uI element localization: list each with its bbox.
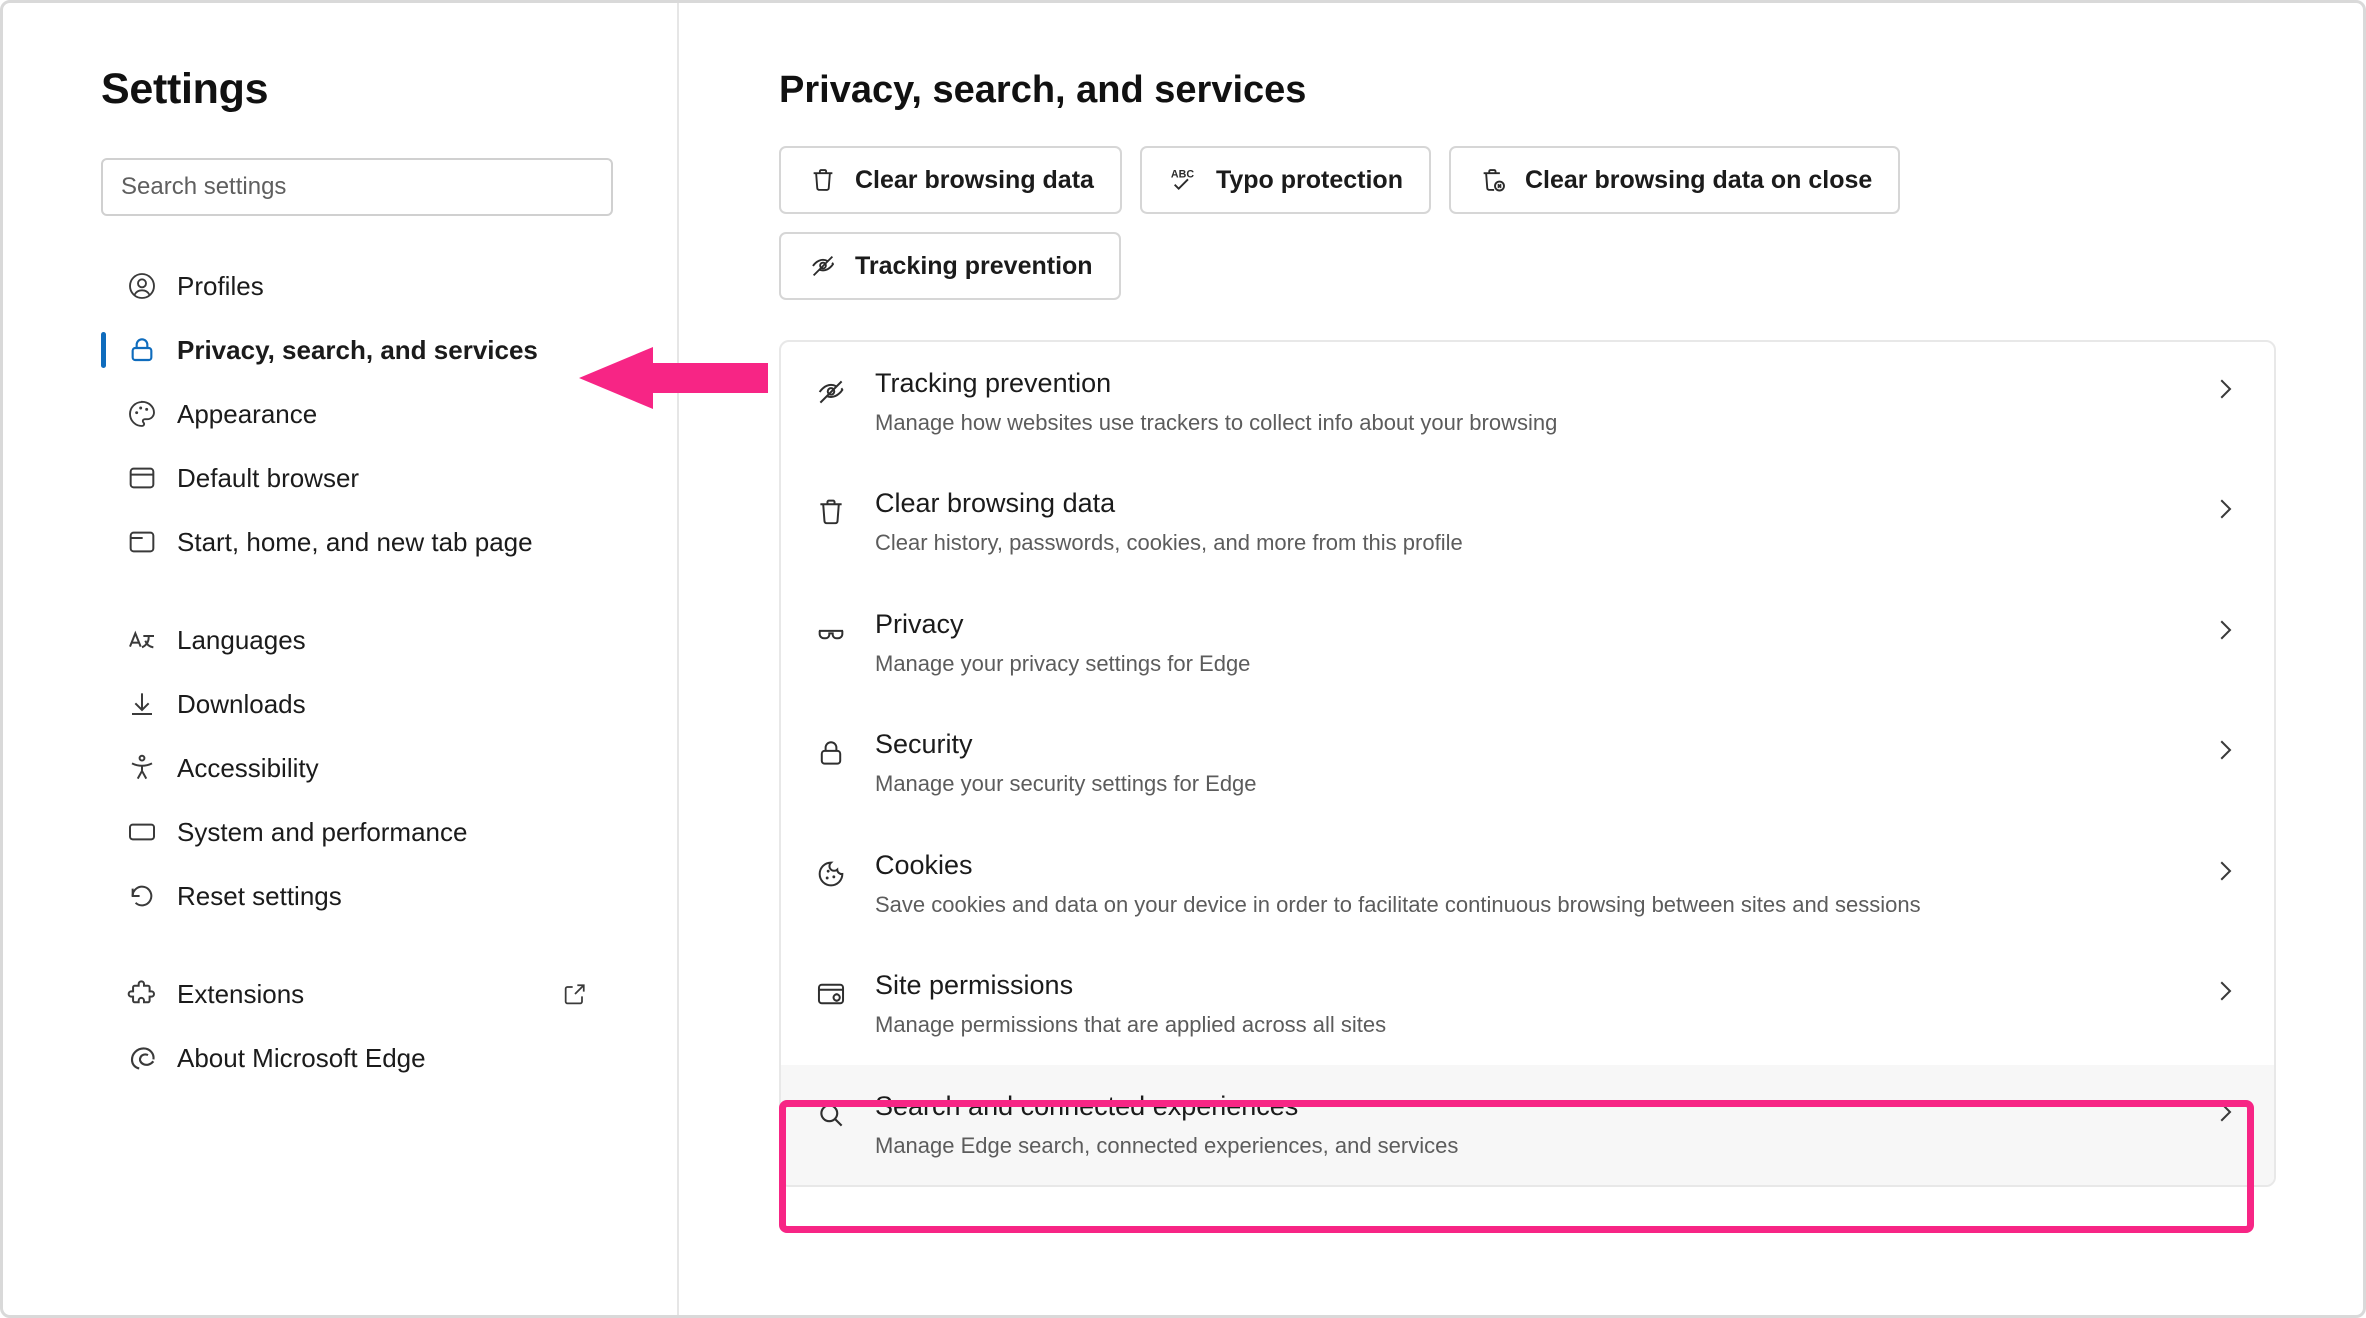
row-subtitle: Manage how websites use trackers to collect info about your browsing bbox=[875, 410, 1558, 436]
sidebar-group-2 bbox=[3, 608, 677, 928]
row-text bbox=[875, 488, 2200, 556]
sidebar-item-label: Downloads bbox=[177, 688, 306, 719]
row-subtitle: Manage permissions that are applied across all sites bbox=[875, 1012, 1387, 1038]
row-text bbox=[875, 1091, 2200, 1159]
lock-icon bbox=[125, 333, 159, 367]
main-heading: Privacy, search, and services bbox=[779, 69, 1307, 111]
settings-sidebar bbox=[3, 3, 679, 1315]
sidebar-item-extensions[interactable] bbox=[3, 962, 677, 1026]
lock-icon bbox=[811, 733, 851, 773]
sidebar-item-languages[interactable] bbox=[3, 608, 677, 672]
chip-label: Clear browsing data on close bbox=[1524, 165, 1873, 194]
trash-icon bbox=[807, 164, 839, 196]
edge-icon bbox=[125, 1041, 159, 1075]
sidebar-item-accessibility[interactable] bbox=[3, 736, 677, 800]
chevron-right-icon bbox=[2210, 374, 2244, 408]
eye-off-icon bbox=[811, 372, 851, 412]
chip-label: Tracking prevention bbox=[855, 251, 1093, 280]
row-subtitle: Manage Edge search, connected experiences, and services bbox=[875, 1132, 1459, 1158]
language-icon bbox=[125, 623, 159, 657]
sidebar-item-default-browser[interactable] bbox=[3, 446, 677, 510]
row-title: Privacy bbox=[875, 608, 964, 639]
open-external-icon[interactable] bbox=[561, 980, 589, 1008]
sidebar-item-label: Start, home, and new tab page bbox=[177, 526, 533, 557]
row-text bbox=[875, 729, 2200, 797]
row-subtitle: Save cookies and data on your device in order to facilitate continuous browsing between sites and sessions bbox=[875, 891, 1921, 917]
sidebar-item-downloads[interactable] bbox=[3, 672, 677, 736]
sidebar-item-label: Profiles bbox=[177, 270, 264, 301]
sidebar-item-about-microsoft-edge[interactable] bbox=[3, 1026, 677, 1090]
chevron-right-icon bbox=[2210, 735, 2244, 769]
sidebar-item-label: System and performance bbox=[177, 816, 468, 847]
row-text bbox=[875, 850, 2200, 918]
chevron-right-icon bbox=[2210, 1097, 2244, 1131]
sidebar-nav bbox=[3, 254, 677, 1090]
sidebar-item-label: Reset settings bbox=[177, 880, 342, 911]
sidebar-item-label: Languages bbox=[177, 624, 306, 655]
quick-action-chips bbox=[779, 146, 2129, 300]
system-icon bbox=[125, 815, 159, 849]
chip-clear-browsing-data-on-close[interactable] bbox=[1449, 146, 1900, 214]
reset-icon bbox=[125, 879, 159, 913]
sidebar-item-label: Privacy, search, and services bbox=[177, 334, 538, 365]
search-icon bbox=[811, 1095, 851, 1135]
sidebar-item-start-home-new-tab[interactable] bbox=[3, 510, 677, 574]
sidebar-divider-2 bbox=[3, 928, 677, 962]
browser-icon bbox=[125, 461, 159, 495]
sidebar-divider-1 bbox=[3, 574, 677, 608]
chevron-right-icon bbox=[2210, 976, 2244, 1010]
row-title: Tracking prevention bbox=[875, 368, 1112, 398]
cookie-icon bbox=[811, 854, 851, 894]
sidebar-item-label: Extensions bbox=[177, 978, 305, 1009]
abc-check-icon bbox=[1168, 164, 1200, 196]
chip-tracking-prevention[interactable] bbox=[779, 232, 1121, 300]
sidebar-item-profiles[interactable] bbox=[3, 254, 677, 318]
chip-label: Clear browsing data bbox=[855, 165, 1094, 194]
row-title: Site permissions bbox=[875, 970, 1074, 1001]
row-text bbox=[875, 609, 2200, 677]
row-privacy[interactable] bbox=[781, 583, 2274, 703]
svg-text:ABC: ABC bbox=[1170, 168, 1194, 181]
accessibility-icon bbox=[125, 751, 159, 785]
sidebar-item-system-performance[interactable] bbox=[3, 800, 677, 864]
extensions-icon bbox=[125, 977, 159, 1011]
chip-label: Typo protection bbox=[1215, 165, 1403, 194]
chevron-right-icon bbox=[2210, 856, 2244, 890]
sidebar-item-label: Appearance bbox=[177, 398, 318, 429]
row-subtitle: Manage your security settings for Edge bbox=[875, 771, 1257, 797]
row-cookies[interactable] bbox=[781, 824, 2274, 944]
row-title: Security bbox=[875, 729, 973, 760]
sidebar-item-label: Default browser bbox=[177, 462, 360, 493]
sidebar-item-label: About Microsoft Edge bbox=[177, 1042, 426, 1073]
sidebar-item-label: Accessibility bbox=[177, 752, 319, 783]
row-subtitle: Manage your privacy settings for Edge bbox=[875, 650, 1251, 676]
profiles-icon bbox=[125, 269, 159, 303]
row-site-permissions[interactable] bbox=[781, 944, 2274, 1064]
sidebar-item-appearance[interactable] bbox=[3, 382, 677, 446]
chevron-right-icon bbox=[2210, 494, 2244, 528]
newtab-icon bbox=[125, 525, 159, 559]
sidebar-group-1 bbox=[3, 254, 677, 574]
site-permissions-icon bbox=[811, 974, 851, 1014]
row-subtitle: Clear history, passwords, cookies, and more from this profile bbox=[875, 530, 1463, 556]
search-settings-wrap bbox=[101, 158, 677, 216]
row-clear-browsing-data[interactable] bbox=[781, 462, 2274, 582]
row-title: Cookies bbox=[875, 849, 973, 880]
settings-main bbox=[679, 3, 2363, 1315]
chip-typo-protection[interactable] bbox=[1140, 146, 1431, 214]
chevron-right-icon bbox=[2210, 615, 2244, 649]
row-tracking-prevention[interactable] bbox=[781, 342, 2274, 462]
row-security[interactable] bbox=[781, 703, 2274, 823]
row-title: Clear browsing data bbox=[875, 488, 1116, 519]
row-text bbox=[875, 970, 2200, 1038]
sidebar-item-reset-settings[interactable] bbox=[3, 864, 677, 928]
row-title: Search and connected experiences bbox=[875, 1090, 1299, 1121]
trash-close-icon bbox=[1477, 164, 1509, 196]
sidebar-group-3 bbox=[3, 962, 677, 1090]
download-icon bbox=[125, 687, 159, 721]
palette-icon bbox=[125, 397, 159, 431]
page-title: Settings bbox=[101, 65, 269, 113]
sidebar-item-privacy-search-services[interactable] bbox=[3, 318, 677, 382]
chip-clear-browsing-data[interactable] bbox=[779, 146, 1122, 214]
search-input[interactable] bbox=[101, 158, 613, 216]
trash-icon bbox=[811, 492, 851, 532]
settings-list-card bbox=[779, 340, 2276, 1187]
eye-off-icon bbox=[807, 250, 839, 282]
mask-icon bbox=[811, 613, 851, 653]
row-text bbox=[875, 368, 2200, 436]
row-search-and-connected-experiences[interactable] bbox=[781, 1065, 2274, 1185]
